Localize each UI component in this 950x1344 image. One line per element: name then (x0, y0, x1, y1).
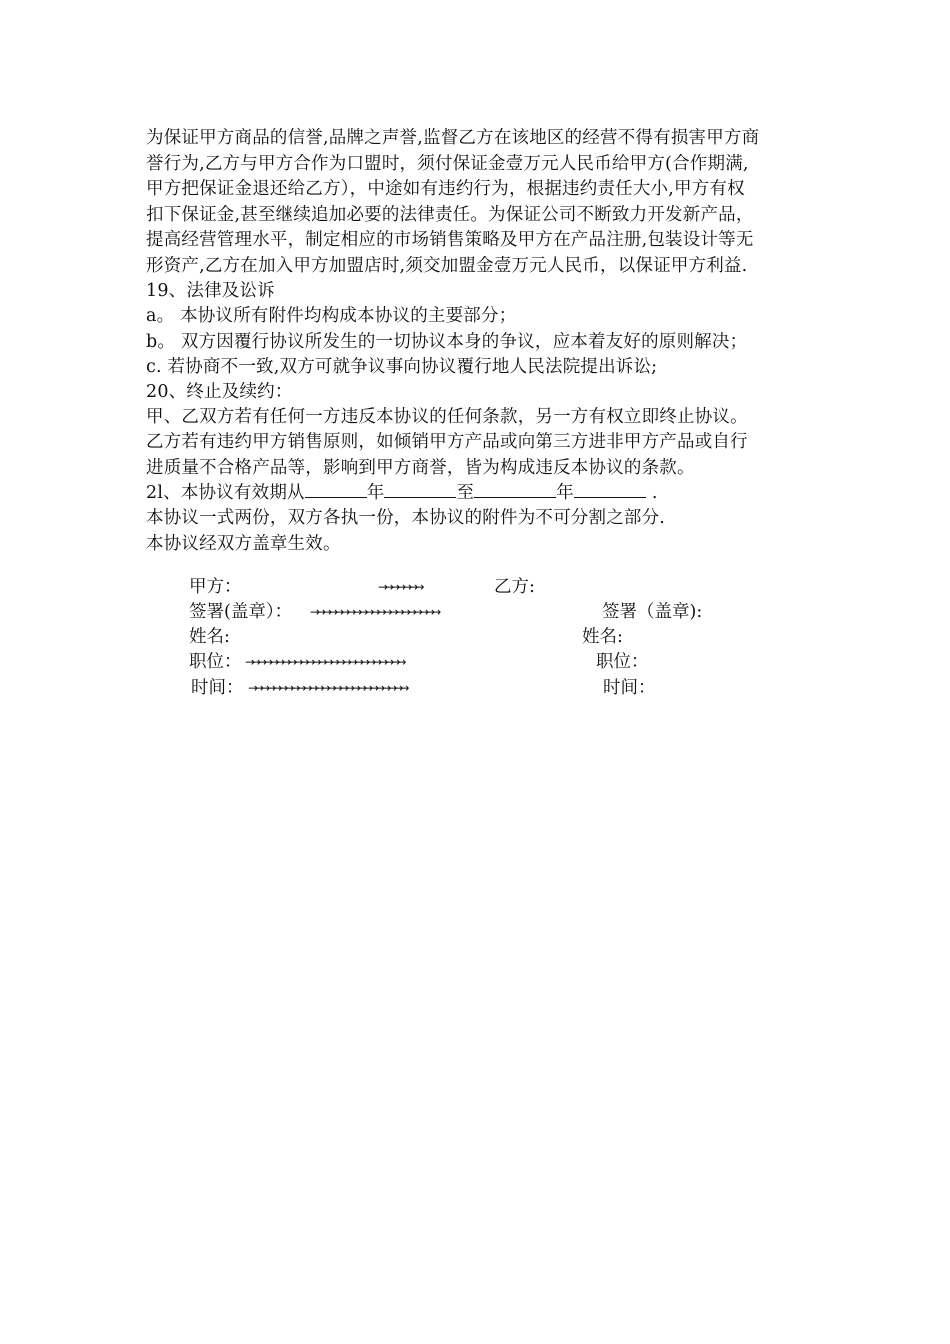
closing-line: 本协议经双方盖章生效。 (146, 534, 341, 554)
paragraph-line: 甲方把保证金退还给乙方），中途如有违约行为，根据违约责任大小,甲方有权 (146, 179, 745, 199)
validity-end: . (651, 483, 658, 503)
sign-a-label: 签署(盖章）： (189, 602, 293, 622)
party-a-label: 甲方： (189, 577, 242, 597)
closing-line: 本协议一式两份，双方各执一份，本协议的附件为不可分割之部分. (146, 508, 666, 528)
name-b-label: 姓名: (582, 627, 623, 647)
paragraph-line: 进质量不合格产品等，影响到甲方商誉，皆为构成违反本协议的条款。 (146, 458, 695, 478)
validity-prefix: 2l、本协议有效期从 (146, 483, 305, 503)
blank-field-end[interactable] (474, 481, 556, 498)
blank-field-start[interactable] (305, 481, 367, 498)
name-a-label: 姓名: (189, 627, 230, 647)
clause-b: b。 双方因覆行协议所发生的一切协议本身的争议，应本着友好的原则解决； (146, 332, 748, 352)
clause-c: c. 若协商不一致,双方可就争议事向协议覆行地人民法院提出诉讼; (146, 357, 658, 377)
party-b-label: 乙方: (494, 577, 535, 597)
time-b-label: 时间： (603, 678, 656, 698)
paragraph-line: 为保证甲方商品的信誉,品牌之声誉,监督乙方在该地区的经营不得有损害甲方商 (146, 128, 760, 148)
paragraph-line: 扣下保证金,甚至继续追加必要的法律责任。为保证公司不断致力开发新产品， (146, 205, 754, 225)
clause-a: a。 本协议所有附件均构成本协议的主要部分； (146, 306, 517, 326)
blank-field-end-month[interactable] (574, 481, 646, 498)
validity-year-1: 年 (366, 483, 385, 503)
paragraph-line: 甲、乙双方若有任何一方违反本协议的任何条款，另一方有权立即终止协议。 (146, 407, 748, 427)
validity-year-2: 年 (556, 483, 574, 503)
section-heading-19: 19、法律及讼诉 (146, 281, 275, 301)
time-a-label: 时间： (191, 678, 244, 698)
arrow-leader: →→→→→→→→→→→→→→→→→→→→→→→→→→ (245, 655, 403, 669)
position-a-label: 职位： (189, 652, 242, 672)
validity-clause (146, 481, 658, 505)
position-b-label: 职位： (596, 652, 649, 672)
sign-b-label: 签署（盖章): (602, 602, 703, 622)
paragraph-line: 誉行为,乙方与甲方合作为口盟时，须付保证金壹万元人民币给甲方(合作期满, (146, 154, 749, 174)
validity-to: 至 (456, 483, 475, 503)
arrow-leader: →→→→→→→→→→→→→→→→→→→→→ (310, 605, 438, 619)
paragraph-line: 形资产,乙方在加入甲方加盟店时,须交加盟金壹万元人民币，以保证甲方利益. (146, 256, 748, 276)
arrow-leader: →→→→→→→ (378, 580, 421, 594)
blank-field-month[interactable] (384, 481, 456, 498)
arrow-leader: →→→→→→→→→→→→→→→→→→→→→→→→→→ (248, 681, 406, 695)
paragraph-line: 乙方若有违约甲方销售原则，如倾销甲方产品或向第三方进非甲方产品或自行 (146, 432, 748, 452)
section-heading-20: 20、终止及续约： (146, 382, 293, 402)
paragraph-line: 提高经营管理水平，制定相应的市场销售策略及甲方在产品注册,包装设计等无 (146, 230, 754, 250)
